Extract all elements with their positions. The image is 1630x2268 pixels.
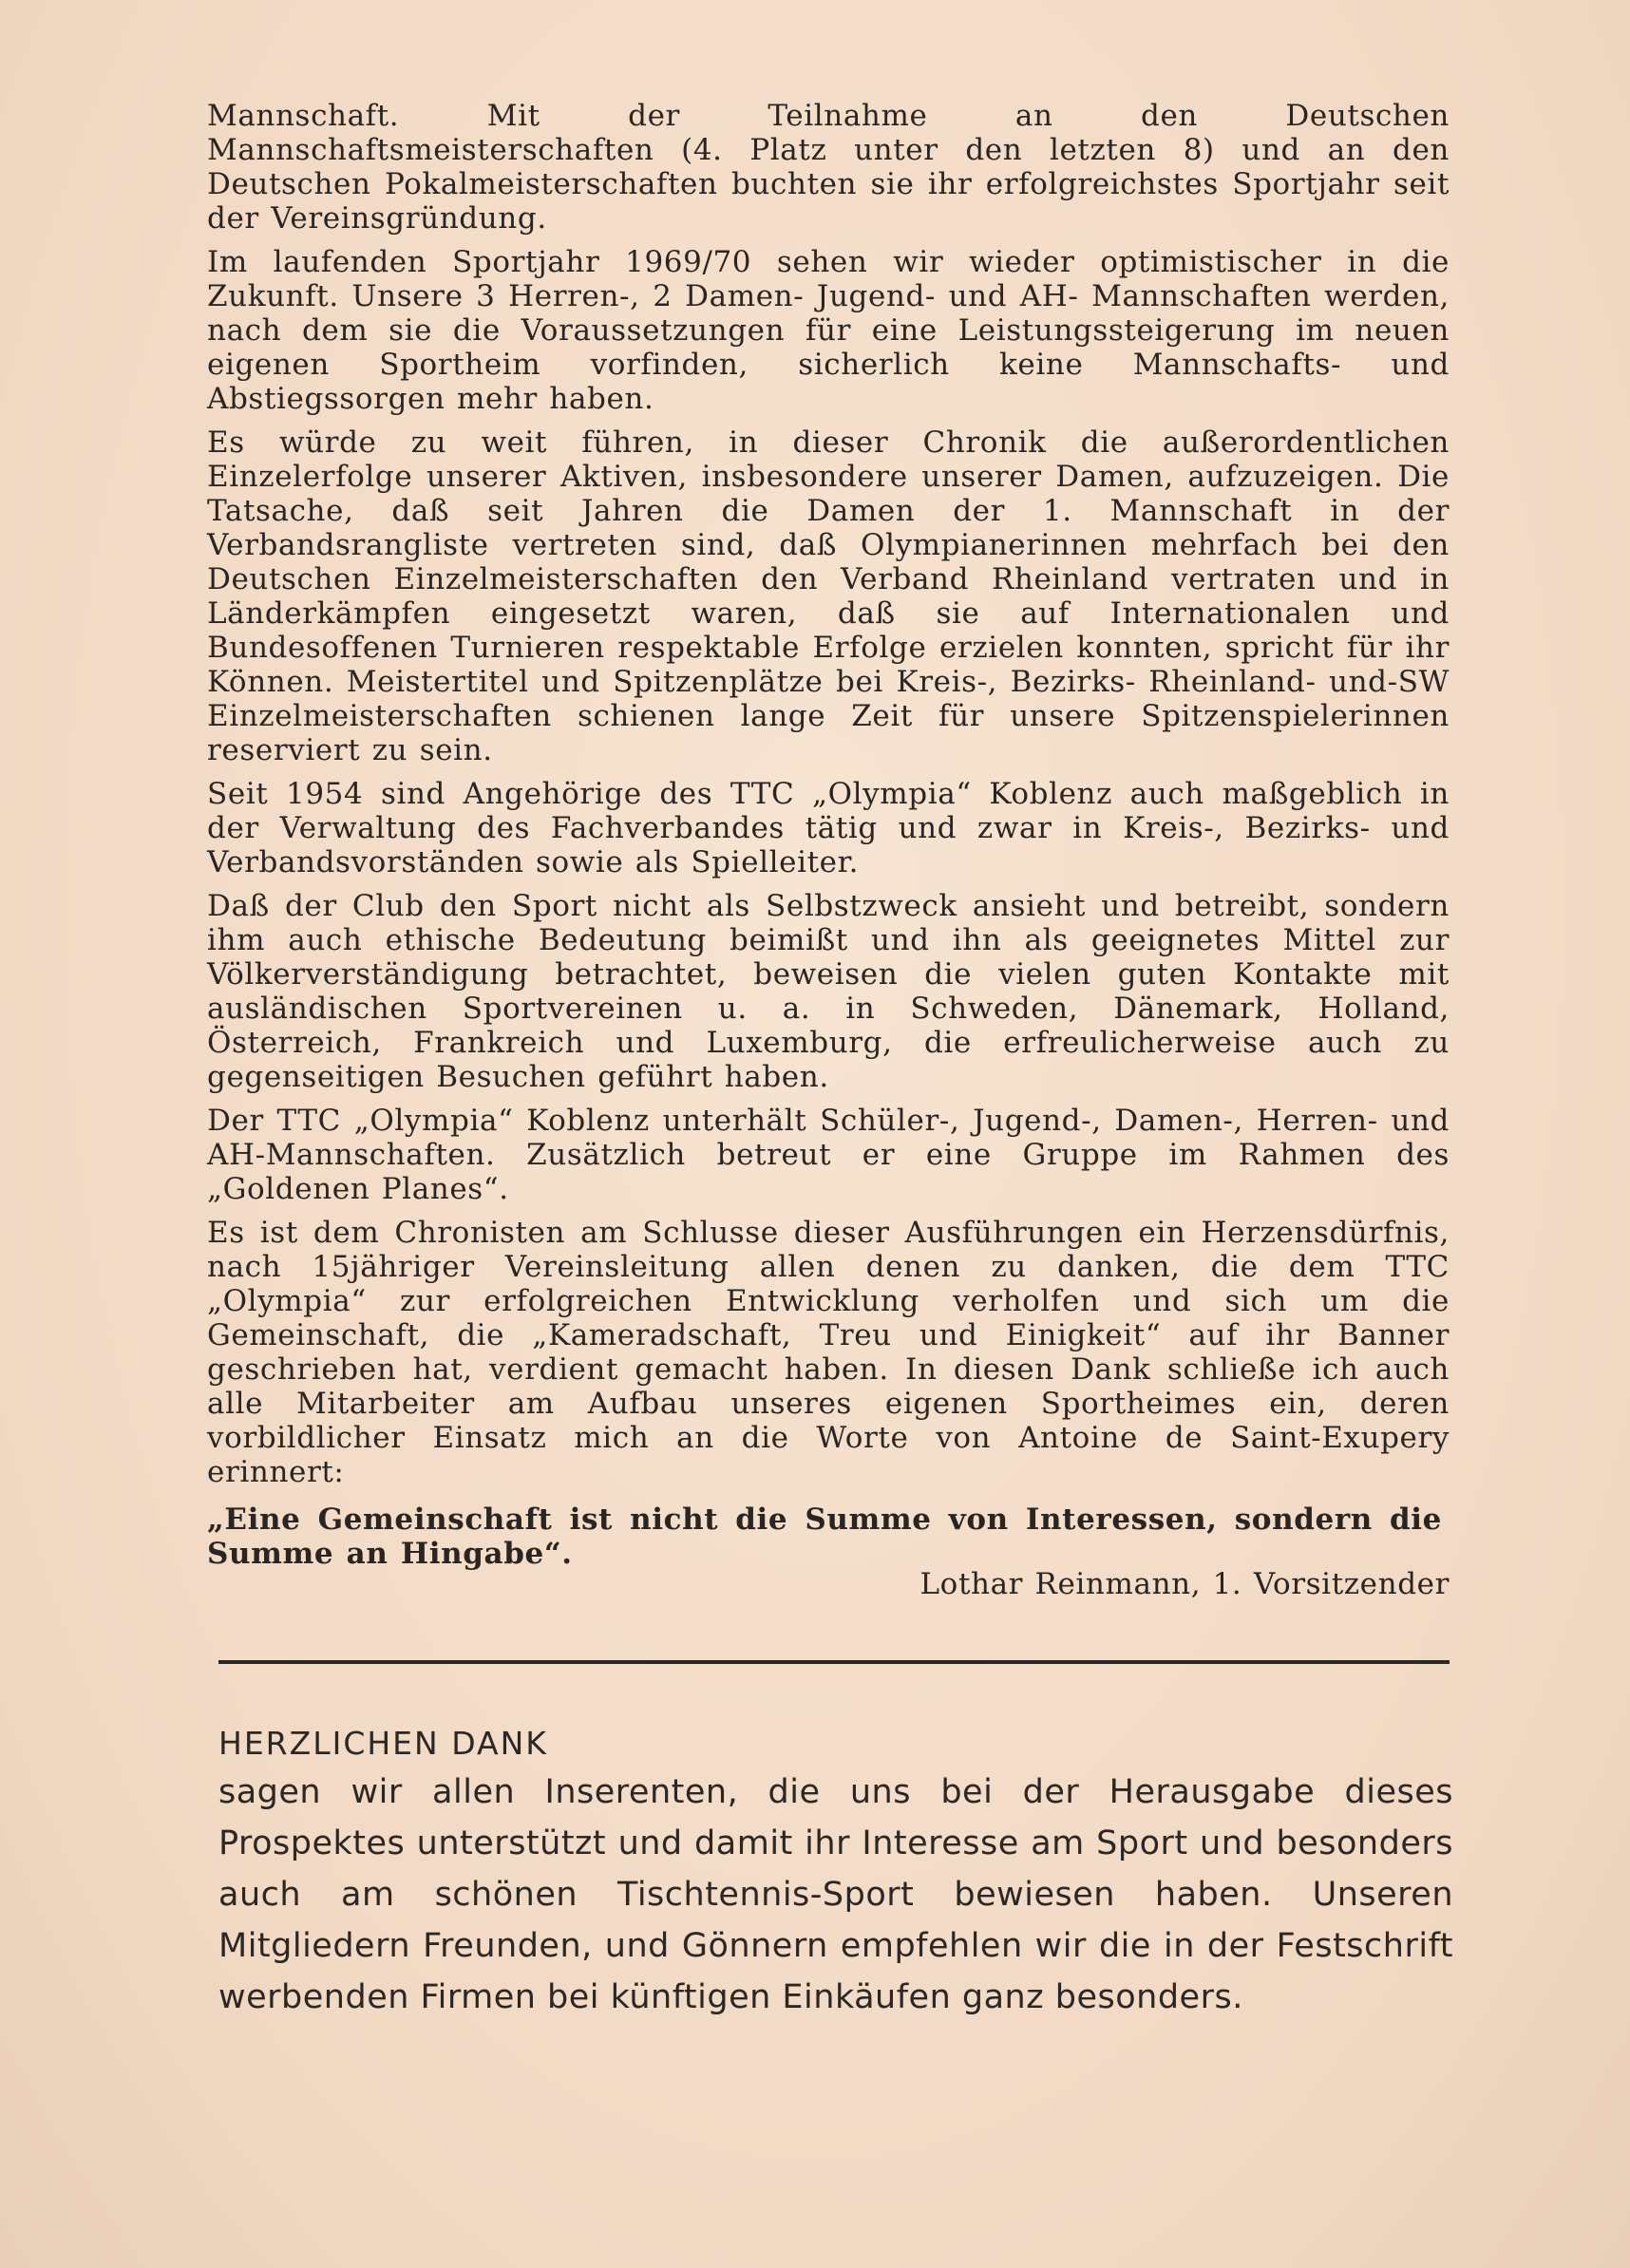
chronik-paragraph-1: Mannschaft. Mit der Teilnahme an den Deutschen Mannschaftsmeisterschaften (4. Platz unter den letzten 8) und an den Deutschen Pokalmeisterschaften buchten sie ihr erfolgreichstes Sportjahr seit der Vereinsgründung. — [207, 99, 1450, 236]
chronik-paragraph-2: Im laufenden Sportjahr 1969/70 sehen wir wieder optimistischer in die Zukunft. Unsere 3 Herren-, 2 Damen- Jugend- und AH- Mannschaften werden, nach dem sie die Voraussetzungen für eine Leistungssteigerung im neuen eigenen Sportheim vorfinden, sicherlich keine Mannschafts- und Abstiegssorgen mehr haben. — [207, 245, 1450, 416]
chronik-paragraph-3: Es würde zu weit führen, in dieser Chronik die außerordentlichen Einzelerfolge unserer Aktiven, insbesondere unserer Damen, aufzuzeigen. Die Tatsache, daß seit Jahren die Damen der 1. Mannschaft in der Verbandsrangliste vertreten sind, daß Olympianerinnen mehrfach bei den Deutschen Einzelmeisterschaften den Verband Rheinland vertraten und in Länderkämpfen eingesetzt waren, daß sie auf Internationalen und Bundesoffenen Turnieren respektable Erfolge erzielen konnten, spricht für ihr Können. Meistertitel und Spitzenplätze bei Kreis-, Bezirks- Rheinland- und-SW Einzelmeisterschaften schienen lange Zeit für unsere Spitzenspielerinnen reserviert zu sein. — [207, 425, 1450, 767]
chronik-section — [207, 99, 1450, 1601]
dank-title: HERZLICHEN DANK — [218, 1725, 548, 1762]
dank-section — [218, 1721, 1453, 2023]
chronik-paragraph-4: Seit 1954 sind Angehörige des TTC „Olympia“ Koblenz auch maßgeblich in der Verwaltung des Fachverbandes tätig und zwar in Kreis-, Bezirks- und Verbandsvorständen sowie als Spielleiter. — [207, 777, 1450, 879]
quote: „Eine Gemeinschaft ist nicht die Summe von Interessen, sondern die Summe an Hingabe“. — [207, 1503, 1442, 1571]
chronik-paragraph-5: Daß der Club den Sport nicht als Selbstzweck ansieht und betreibt, sondern ihm auch ethische Bedeutung beimißt und ihn als geeignetes Mittel zur Völkerverständigung betrachtet, beweisen die vielen guten Kontakte mit ausländischen Sportvereinen u. a. in Schweden, Dänemark, Holland, Österreich, Frankreich und Luxemburg, die erfreulicherweise auch zu gegenseitigen Besuchen geführt haben. — [207, 889, 1450, 1094]
dank-body: sagen wir allen Inserenten, die uns bei der Herausgabe dieses Prospektes unterstützt und damit ihr Interesse am Sport und besonders auch am schönen Tischtennis-Sport bewiesen haben. Unseren Mitgliedern Freunden, und Gönnern empfehlen wir die in der Festschrift werbenden Firmen bei künftigen Einkäufen ganz besonders. — [218, 1773, 1453, 2016]
chronik-paragraph-6: Der TTC „Olympia“ Koblenz unterhält Schüler-, Jugend-, Damen-, Herren- und AH-Mannschaften. Zusätzlich betreut er eine Gruppe im Rahmen des „Goldenen Planes“. — [207, 1104, 1450, 1206]
section-divider — [218, 1660, 1450, 1664]
signature: Lothar Reinmann, 1. Vorsitzender — [919, 1567, 1450, 1601]
chronik-paragraph-7: Es ist dem Chronisten am Schlusse dieser Ausführungen ein Herzensdürfnis, nach 15jähriger Vereinsleitung allen denen zu danken, die dem TTC „Olympia“ zur erfolgreichen Entwicklung verholfen und sich um die Gemeinschaft, die „Kameradschaft, Treu und Einigkeit“ auf ihr Banner geschrieben hat, verdient gemacht haben. In diesen Dank schließe ich auch alle Mitarbeiter am Aufbau unseres eigenen Sportheimes ein, deren vorbildlicher Einsatz mich an die Worte von Antoine de Saint-Exupery erinnert: — [207, 1216, 1450, 1489]
